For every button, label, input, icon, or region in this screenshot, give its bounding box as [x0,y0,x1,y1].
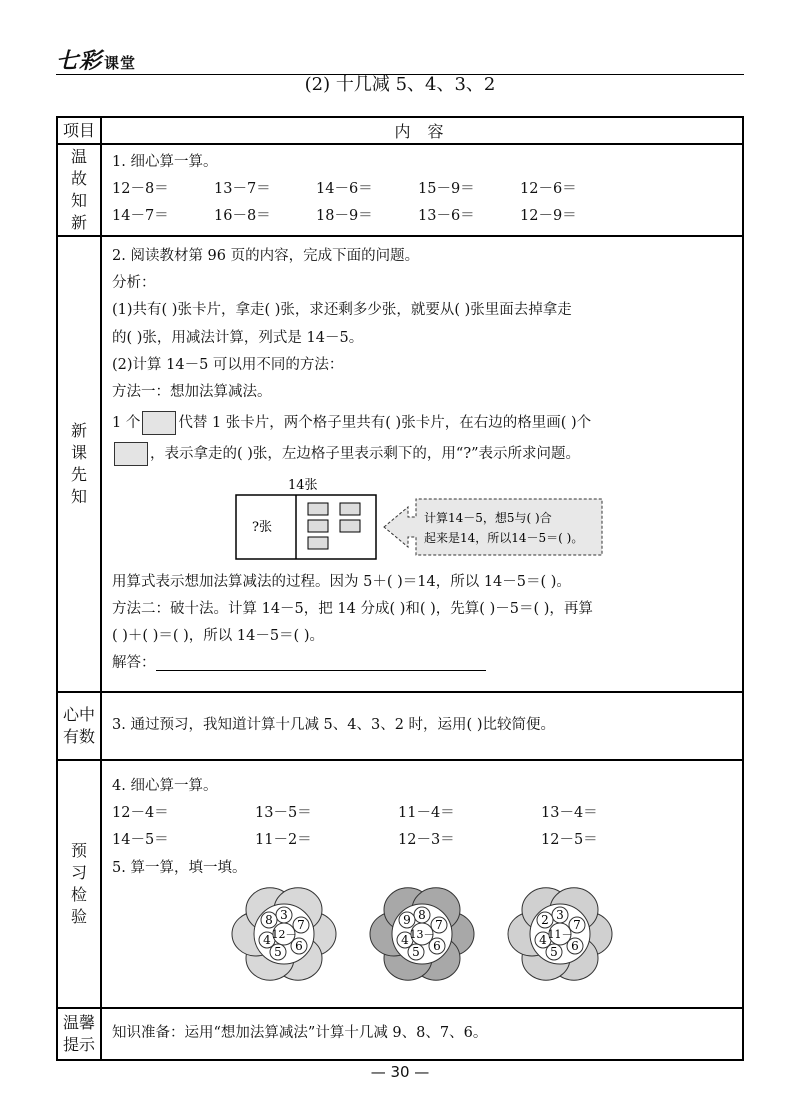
petal-number: 8 [265,912,273,927]
grid-box [114,442,148,466]
diagram-top-label: 14张 [288,477,318,493]
hint-text-1: 计算14－5，想5与( )合 [424,510,552,525]
exercise-item: 12－9＝ [520,208,577,225]
header-project: 项目 [57,117,101,144]
page-number: — 30 — [370,1063,430,1081]
exercise-item: 12－5＝ [541,832,598,849]
petal-number: 9 [403,912,411,927]
page-title: (2) 十几减 5、4、3、2 [304,74,496,95]
text-line: 分析： [112,275,156,292]
exercise-item: 13－5＝ [255,805,312,822]
section-review [57,144,743,236]
grid-box [142,411,176,435]
grid-cell [340,520,360,532]
text-line: ( )＋( )＝( )，所以 14－5＝( )。 [112,628,324,645]
petal-number: 7 [297,917,305,932]
flower [368,884,476,984]
tips-text: 知识准备：运用“想加法算减法”计算十几减 9、8、7、6。 [112,1025,488,1042]
exercise-item: 13－6＝ [418,208,475,225]
exercise-item: 15－9＝ [418,181,475,198]
diagram-svg [112,473,732,569]
petal-number: 4 [539,932,547,947]
petal-number: 3 [556,907,564,922]
exercise-item: 11－2＝ [255,832,312,849]
exercise-item: 14－6＝ [316,181,373,198]
text-line: 2. 阅读教材第 96 页的内容，完成下面的问题。 [112,248,420,264]
question-4: 4. 细心算一算。 [112,778,218,794]
question-1: 1. 细心算一算。 [112,154,218,170]
petal-number: 5 [274,944,282,959]
petal-number: 6 [433,938,441,953]
card-diagram [112,473,732,569]
grid-cell [308,537,328,549]
petal-number: 2 [541,912,549,927]
text-line: (2)计算 14－5 可以用不同的方法： [112,356,344,373]
text-line: ，表示拿走的( )张，左边格子里表示剩下的，用“?”表示所求问题。 [112,441,732,468]
exercise-item: 14－5＝ [112,832,169,849]
grid-cell [340,503,360,515]
question-3: 3. 通过预习，我知道计算十几减 5、4、3、2 时，运用( )比较简便。 [112,717,555,734]
petal-number: 5 [412,944,420,959]
text-line: 用算式表示想加法算减法的过程。因为 5＋( )＝14，所以 14－5＝( )。 [112,573,571,590]
flower [230,884,338,984]
answer-blank[interactable] [156,655,486,671]
exercise-item: 12－3＝ [398,832,455,849]
exercise-row [112,827,732,854]
exercise-item: 14－7＝ [112,208,169,225]
petal-number: 5 [550,944,558,959]
section-label-tips: 温馨提示 [62,1013,95,1054]
text-line: 方法一：想加法算减法。 [112,384,272,401]
section-label-review: 温故知新 [70,147,87,232]
grid-cell [308,503,328,515]
section-label-mind: 心中有数 [62,705,95,746]
text-line: 的( )张，用减法计算，列式是 14－5。 [112,329,364,346]
exercise-item: 11－4＝ [398,805,455,822]
question-5: 5. 算一算，填一填。 [112,859,247,876]
exercise-row [112,800,732,827]
exercise-item: 13－4＝ [541,805,598,822]
center-label: 11－ [547,927,573,941]
hint-arrow [384,499,602,555]
petal-number: 8 [418,907,426,922]
flower-group [112,884,732,984]
section-label-new: 新课先知 [70,421,87,506]
exercise-item: 13－7＝ [214,181,271,198]
grid-cell [308,520,328,532]
exercise-item: 12－8＝ [112,181,169,198]
flower [506,884,614,984]
hint-text-2: 起来是14，所以14－5＝( )。 [424,530,584,545]
section-new [57,236,743,692]
exercise-row [112,203,732,230]
section-mind [57,692,743,760]
text-line: (1)共有( )张卡片，拿走( )张，求还剩多少张，就要从( )张里面去掉拿走 [112,302,572,319]
petal-number: 4 [263,932,271,947]
petal-number: 4 [401,932,409,947]
petal-number: 6 [295,938,303,953]
section-check [57,760,743,1008]
petal-number: 7 [435,917,443,932]
exercise-item: 12－6＝ [520,181,577,198]
answer-line: 解答： [112,650,732,677]
text-line: 方法二：破十法。计算 14－5，把 14 分成( )和( )，先算( )－5＝( )，再算 [112,600,593,617]
center-label: 13－ [409,927,435,941]
petal-number: 6 [571,938,579,953]
table-header-row [57,117,743,144]
logo: 七彩 课堂 [56,49,137,74]
exercise-item: 16－8＝ [214,208,271,225]
text-line: 1 个 代替 1 张卡片，两个格子里共有( )张卡片，在右边的格里画( )个 [112,410,732,437]
petal-number: 7 [573,917,581,932]
section-tips [57,1008,743,1060]
exercise-item: 18－9＝ [316,208,373,225]
header-content: 内 容 [101,117,743,144]
center-label: 12－ [271,927,297,941]
exercise-item: 12－4＝ [112,805,169,822]
petal-number: 3 [280,907,288,922]
exercise-row [112,176,732,203]
diagram-left-label: ?张 [252,519,272,535]
content-table [56,116,744,1061]
section-label-check: 预习检验 [70,841,87,926]
